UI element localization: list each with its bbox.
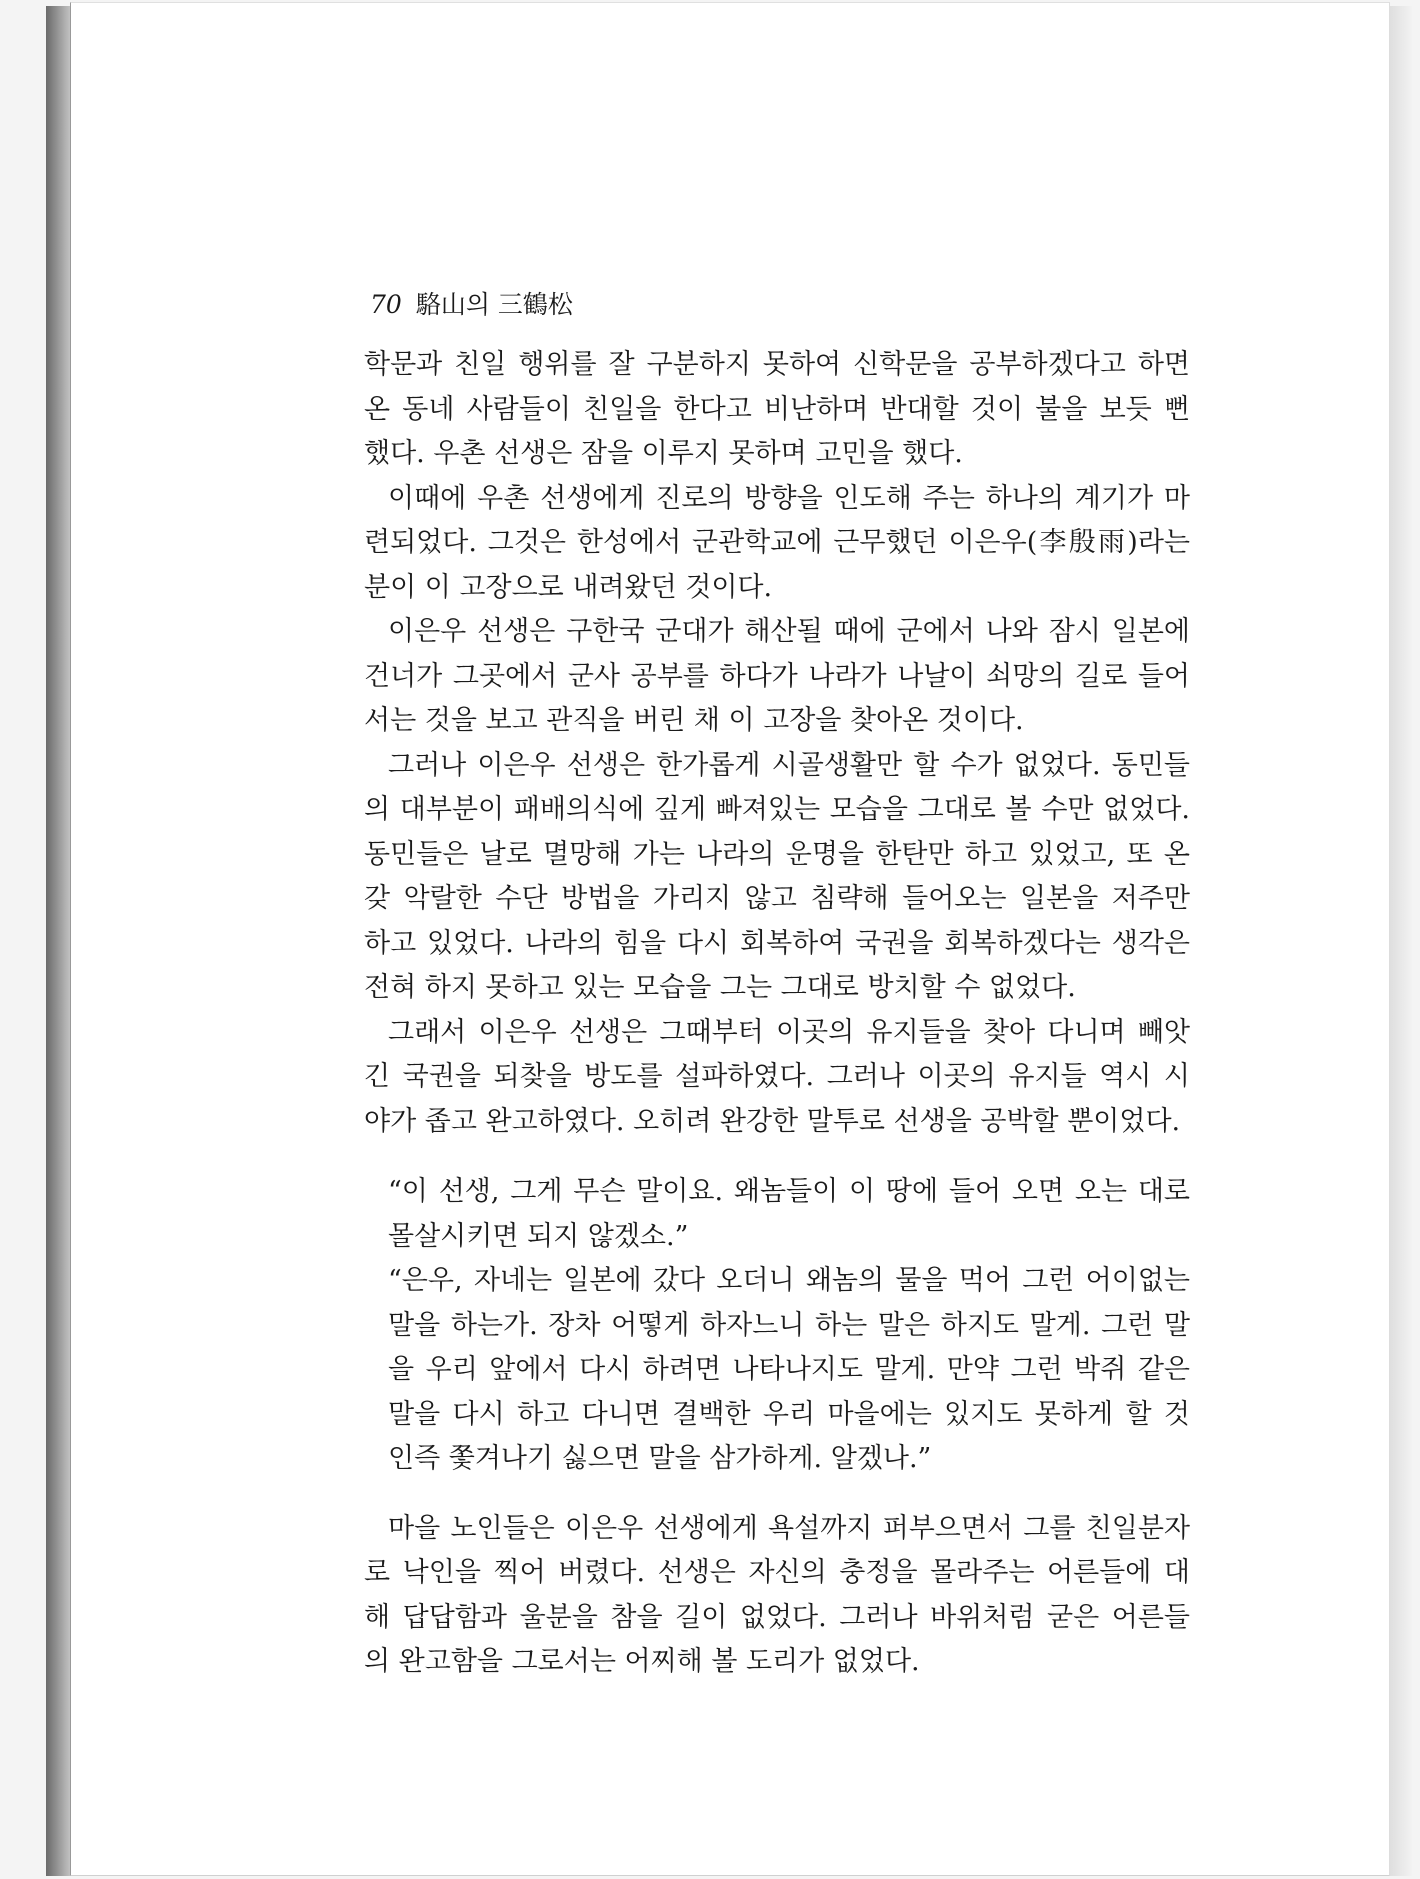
- dialogue-line: 인즉 쫓겨나기 싫으면 말을 삼가하게. 알겠나.”: [388, 1443, 932, 1474]
- paragraph: [364, 343, 1190, 477]
- text-line: 야가 좁고 완고하였다. 오히려 완강한 말투로 선생을 공박할 뿐이었다.: [364, 1105, 1181, 1137]
- text-line: 온 동네 사람들이 친일을 한다고 비난하며 반대할 것이 불을 보듯 뻔: [364, 393, 1190, 425]
- paragraph: [364, 610, 1190, 744]
- paragraph: [364, 477, 1190, 611]
- text-line: 로 낙인을 찍어 버렸다. 선생은 자신의 충정을 몰라주는 어른들에 대: [364, 1557, 1190, 1588]
- text-line: 해 답답함과 울분을 참을 길이 없었다. 그러나 바위처럼 굳은 어른들: [364, 1601, 1190, 1633]
- text-line: 서는 것을 보고 관직을 버린 채 이 고장을 찾아온 것이다.: [364, 705, 1024, 736]
- page-stack-shadow: [46, 6, 72, 1876]
- book-title: 駱山의 三鶴松: [415, 290, 573, 319]
- dialogue-block: [364, 1170, 1190, 1482]
- paragraph: [364, 1011, 1190, 1145]
- body-text: [364, 343, 1190, 1685]
- dialogue-line: 을 우리 앞에서 다시 하려면 나타나지도 말게. 만약 그런 박쥐 같은: [388, 1354, 1190, 1385]
- text-line: 동민들은 날로 멸망해 가는 나라의 운명을 한탄만 하고 있었고, 또 온: [364, 838, 1190, 870]
- text-line: 학문과 친일 행위를 잘 구분하지 못하여 신학문을 공부하겠다고 하면: [364, 349, 1190, 380]
- text-line: 이은우 선생은 구한국 군대가 해산될 때에 군에서 나와 잠시 일본에: [388, 616, 1190, 647]
- text-line: 했다. 우촌 선생은 잠을 이루지 못하며 고민을 했다.: [364, 438, 963, 469]
- dialogue-line: 말을 다시 하고 다니면 결백한 우리 마을에는 있지도 못하게 할 것: [388, 1398, 1190, 1430]
- dialogue-line: “은우, 자네는 일본에 갔다 오더니 왜놈의 물을 먹어 그런 어이없는: [388, 1265, 1190, 1296]
- text-line: 하고 있었다. 나라의 힘을 다시 회복하여 국권을 회복하겠다는 생각은: [364, 927, 1190, 959]
- paragraph: [364, 744, 1190, 1011]
- text-line: 련되었다. 그것은 한성에서 군관학교에 근무했던 이은우(李殷雨)라는: [364, 527, 1190, 558]
- dialogue-line: 말을 하는가. 장차 어떻게 하자느니 하는 말은 하지도 말게. 그런 말: [388, 1309, 1190, 1341]
- paragraph: [364, 1507, 1190, 1685]
- text-line: 전혀 하지 못하고 있는 모습을 그는 그대로 방치할 수 없었다.: [364, 972, 1076, 1003]
- running-header: [370, 285, 573, 321]
- text-line: 마을 노인들은 이은우 선생에게 욕설까지 퍼부으면서 그를 친일분자: [388, 1512, 1190, 1544]
- page-number: 70: [370, 290, 402, 319]
- text-line: 분이 이 고장으로 내려왔던 것이다.: [364, 571, 773, 603]
- text-line: 갖 악랄한 수단 방법을 가리지 않고 침략해 들어오는 일본을 저주만: [364, 883, 1190, 914]
- text-line: 건너가 그곳에서 군사 공부를 하다가 나라가 나날이 쇠망의 길로 들어: [364, 660, 1190, 692]
- text-line: 긴 국권을 되찾을 방도를 설파하였다. 그러나 이곳의 유지들 역시 시: [364, 1061, 1190, 1092]
- text-line: 그래서 이은우 선생은 그때부터 이곳의 유지들을 찾아 다니며 빼앗: [388, 1016, 1190, 1048]
- dialogue-line: 몰살시키면 되지 않겠소.”: [388, 1220, 689, 1252]
- text-line: 그러나 이은우 선생은 한가롭게 시골생활만 할 수가 없었다. 동민들: [388, 749, 1190, 781]
- text-line: 이때에 우촌 선생에게 진로의 방향을 인도해 주는 하나의 계기가 마: [388, 482, 1190, 514]
- text-line: 의 대부분이 패배의식에 깊게 빠져있는 모습을 그대로 볼 수만 없었다.: [364, 794, 1190, 825]
- dialogue-line: “이 선생, 그게 무슨 말이요. 왜놈들이 이 땅에 들어 오면 오는 대로: [388, 1176, 1190, 1207]
- text-line: 의 완고함을 그로서는 어찌해 볼 도리가 없었다.: [364, 1646, 920, 1677]
